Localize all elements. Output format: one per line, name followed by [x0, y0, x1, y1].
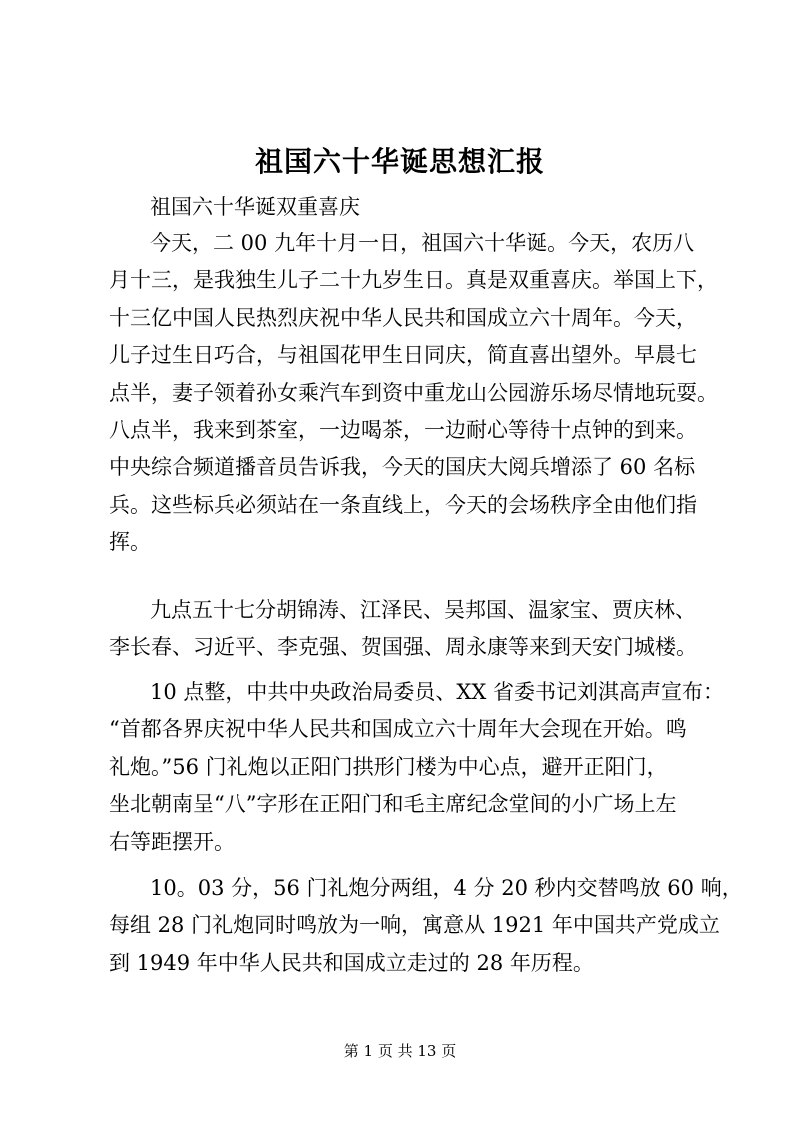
paragraph-line: 今天，二 00 九年十月一日，祖国六十华诞。今天，农历八: [150, 231, 695, 255]
paragraph-line: 右等距摆开。: [109, 829, 235, 854]
paragraph-line: 每组 28 门礼炮同时鸣放为一响，寓意从 1921 年中国共产党成立: [109, 913, 720, 938]
paragraph-line: 李长春、习近平、李克强、贺国强、周永康等来到天安门城楼。: [109, 635, 697, 660]
paragraph-3: [109, 674, 724, 861]
paragraph-line: 月十三，是我独生儿子二十九岁生日。真是双重喜庆。举国上下，: [109, 268, 718, 293]
paragraph-line: 十三亿中国人民热烈庆祝中华人民共和国成立六十周年。今天，: [109, 305, 697, 330]
paragraph-line: 九点五十七分胡锦涛、江泽民、吴邦国、温家宝、贾庆林、: [150, 598, 696, 622]
document-subtitle: 祖国六十华诞双重喜庆: [150, 195, 360, 219]
paragraph-line: 儿子过生日巧合，与祖国花甲生日同庆，简直喜出望外。早晨七: [109, 343, 697, 368]
paragraph-line: 八点半，我来到茶室，一边喝茶，一边耐心等待十点钟的到来。: [109, 418, 697, 443]
paragraph-1: [109, 225, 718, 562]
paragraph-line: 礼炮。”56 门礼炮以正阳门拱形门楼为中心点，避开正阳门，: [109, 754, 668, 779]
page-footer: 第 1 页 共 13 页: [343, 1042, 457, 1060]
paragraph-4: [109, 870, 743, 982]
document-title: 祖国六十华诞思想汇报: [254, 145, 545, 178]
paragraph-line: 10 点整，中共中央政治局委员、XX 省委书记刘淇高声宣布：: [150, 680, 724, 704]
paragraph-2: [109, 592, 713, 667]
paragraph-line: 坐北朝南呈“八”字形在正阳门和毛主席纪念堂间的小广场上左: [109, 792, 677, 817]
paragraph-line: 10。03 分，56 门礼炮分两组，4 分 20 秒内交替鸣放 60 响，: [150, 876, 743, 900]
paragraph-line: “首都各界庆祝中华人民共和国成立六十周年大会现在开始。鸣: [109, 717, 687, 742]
paragraph-line: 挥。: [109, 530, 151, 555]
paragraph-line: 兵。这些标兵必须站在一条直线上，今天的会场秩序全由他们指: [109, 492, 697, 517]
paragraph-line: 点半，妻子领着孙女乘汽车到资中重龙山公园游乐场尽情地玩耍。: [109, 380, 718, 405]
paragraph-line: 到 1949 年中华人民共和国成立走过的 28 年历程。: [109, 950, 594, 975]
paragraph-line: 中央综合频道播音员告诉我，今天的国庆大阅兵增添了 60 名标: [109, 455, 696, 480]
